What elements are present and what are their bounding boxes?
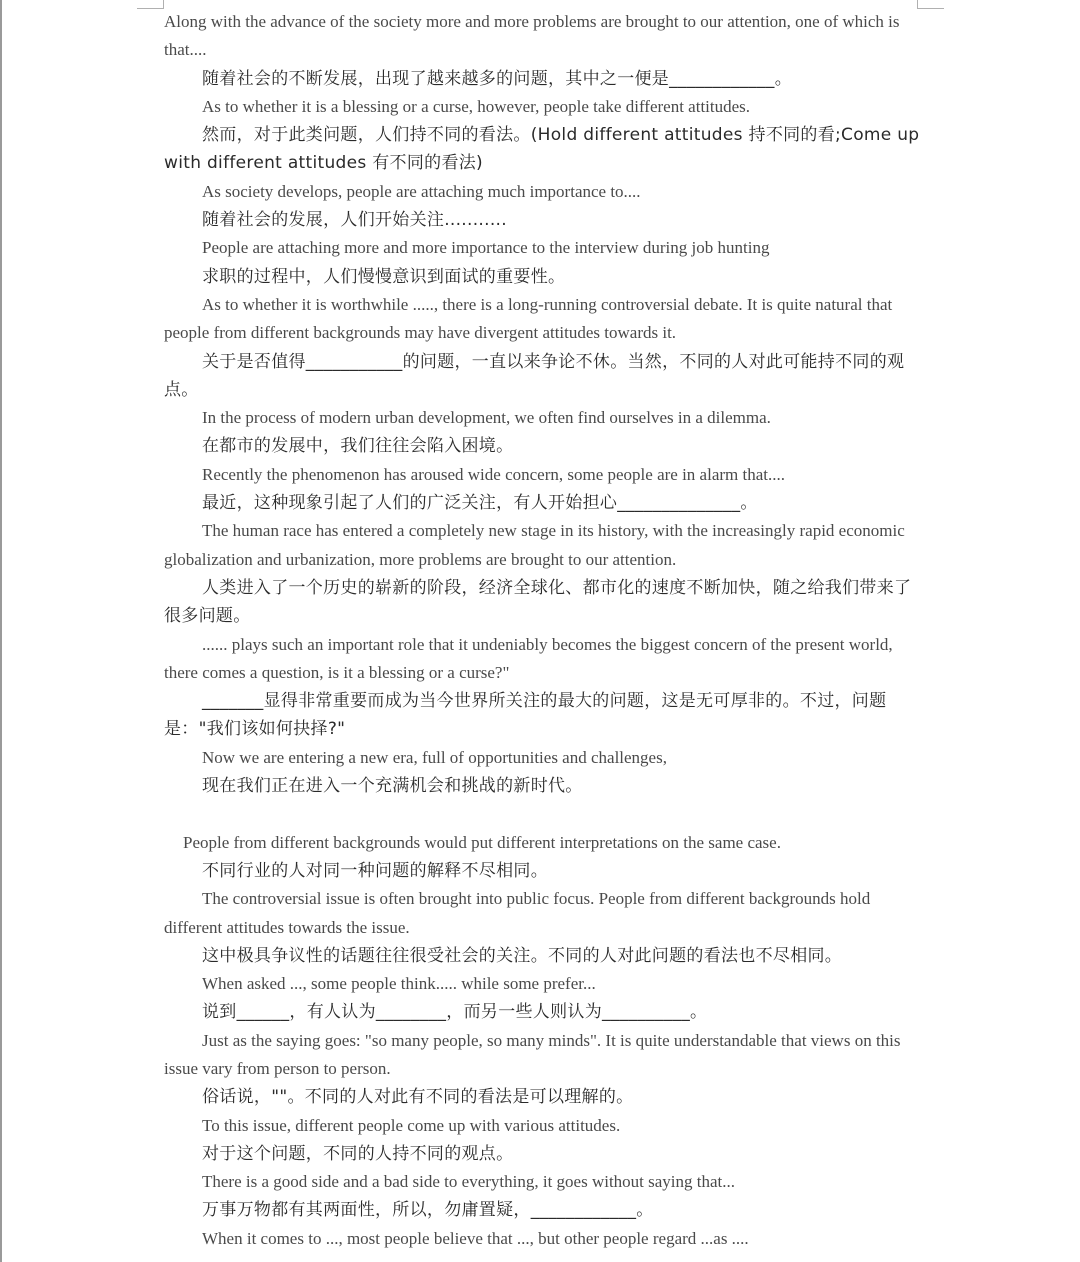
english-paragraph: The human race has entered a completely new stage in its history, with the increasingly rapid economic globalization and urbanization, more problems are brought to our attention. — [164, 521, 905, 569]
crop-mark-right — [917, 0, 944, 9]
english-paragraph: ...... plays such an important role that it undeniably becomes the biggest concern of the present world, there comes a question, is it a blessing or a curse?" — [164, 634, 893, 682]
english-paragraph: People are attaching more and more importance to the interview during job hunting — [202, 238, 770, 258]
english-paragraph: As to whether it is worthwhile ....., there is a long-running controversial debate. It is quite natural that people from different backgrounds may have divergent attitudes towards it. — [164, 294, 893, 343]
chinese-paragraph: 在都市的发展中，我们往往会陷入困境。 — [202, 436, 514, 457]
chinese-paragraph: _______显得非常重要而成为当今世界所关注的最大的问题，这是无可厚非的。不过，问题是："我们该如何抉择?" — [164, 691, 887, 740]
english-paragraph: To this issue, different people come up with various attitudes. — [202, 1115, 621, 1135]
english-paragraph: There is a good side and a bad side to everything, it goes without saying that... — [202, 1172, 736, 1192]
blank-line — [164, 800, 920, 828]
english-paragraph: As to whether it is a blessing or a curse, however, people take different attitudes. — [202, 96, 751, 116]
chinese-paragraph: 随着社会的不断发展，出现了越来越多的问题，其中之一便是____________。 — [202, 68, 792, 89]
english-paragraph: When asked ..., some people think..... while some prefer... — [202, 974, 596, 994]
chinese-paragraph: 俗话说，""。不同的人对此有不同的看法是可以理解的。 — [202, 1087, 634, 1108]
english-paragraph: Recently the phenomenon has aroused wide concern, some people are in alarm that.... — [202, 464, 785, 484]
page-left-border — [0, 0, 2, 1262]
chinese-paragraph: 对于这个问题，不同的人持不同的观点。 — [202, 1143, 514, 1164]
crop-mark-left — [137, 0, 164, 9]
chinese-paragraph: 然而，对于此类问题，人们持不同的看法。(Hold different attitudes 持不同的看;Come up with different attitudes 有不同的看法) — [164, 125, 920, 174]
chinese-paragraph: 最近，这种现象引起了人们的广泛关注，有人开始担心______________。 — [202, 493, 758, 514]
english-paragraph: Now we are entering a new era, full of opportunities and challenges, — [202, 747, 667, 767]
chinese-paragraph: 这中极具争议性的话题往往很受社会的关注。不同的人对此问题的看法也不尽相同。 — [202, 945, 843, 966]
chinese-paragraph: 随着社会的发展，人们开始关注........... — [202, 210, 507, 231]
chinese-paragraph: 现在我们正在进入一个充满机会和挑战的新时代。 — [202, 776, 583, 797]
document-page — [164, 8, 920, 1253]
english-paragraph: As society develops, people are attaching much importance to.... — [202, 181, 641, 201]
chinese-paragraph: 关于是否值得___________的问题，一直以来争论不休。当然，不同的人对此可能持不同的观点。 — [164, 351, 905, 400]
english-paragraph: The controversial issue is often brought into public focus. People from different backgrounds hold different attitudes towards the issue. — [164, 889, 871, 937]
chinese-paragraph: 人类进入了一个历史的崭新的阶段，经济全球化、都市化的速度不断加快，随之给我们带来了很多问题。 — [164, 577, 912, 627]
english-paragraph: In the process of modern urban development, we often find ourselves in a dilemma. — [202, 408, 771, 428]
chinese-paragraph: 求职的过程中，人们慢慢意识到面试的重要性。 — [202, 266, 566, 287]
english-paragraph: Along with the advance of the society more and more problems are brought to our attention, one of which is that.... — [164, 12, 900, 60]
english-paragraph: Just as the saying goes: "so many people, so many minds". It is quite understandable that views on this issue vary from person to person. — [164, 1030, 901, 1078]
english-paragraph: When it comes to ..., most people believe that ..., but other people regard ...as .... — [202, 1228, 749, 1248]
chinese-paragraph: 万事万物都有其两面性，所以，勿庸置疑，____________。 — [202, 1200, 654, 1221]
english-paragraph: People from different backgrounds would put different interpretations on the same case. — [183, 832, 781, 852]
chinese-paragraph: 说到______，有人认为________，而另一些人则认为__________。 — [202, 1002, 708, 1023]
chinese-paragraph: 不同行业的人对同一种问题的解释不尽相同。 — [202, 860, 548, 881]
